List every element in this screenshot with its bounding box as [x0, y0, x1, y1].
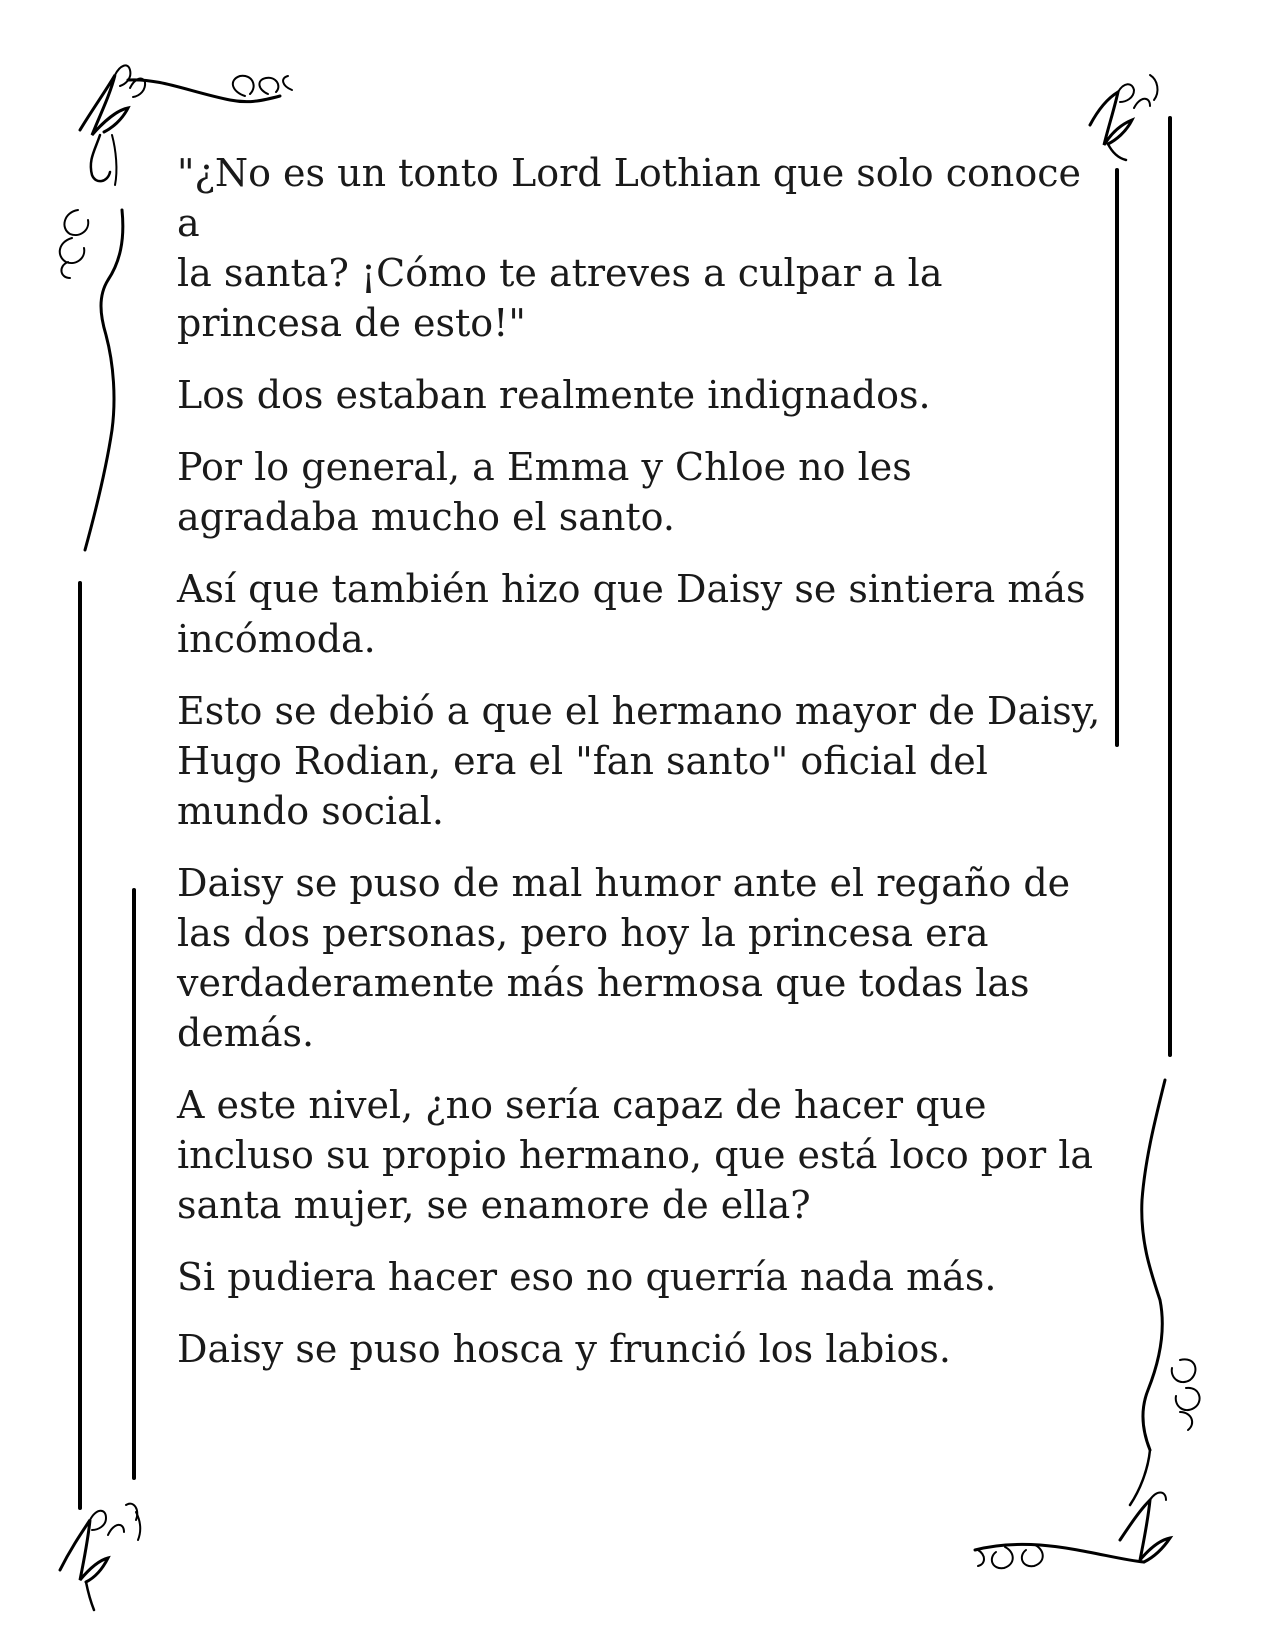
- paragraph: Daisy se puso de mal humor ante el regaño de las dos personas, pero hoy la princesa era verdaderamente más hermosa que todas las demás.: [177, 861, 1071, 1055]
- paragraph: "¿No es un tonto Lord Lothian que solo conoce a la santa? ¡Cómo te atreves a culpar a la princesa de esto!": [177, 151, 1082, 345]
- paragraph: Si pudiera hacer eso no querría nada más.: [177, 1255, 997, 1299]
- paragraph: Esto se debió a que el hermano mayor de Daisy, Hugo Rodian, era el "fan santo" oficial del mundo social.: [177, 689, 1101, 833]
- bottom-left-flourish-icon: [60, 1504, 140, 1610]
- paragraph: Por lo general, a Emma y Chloe no les agradaba mucho el santo.: [177, 445, 912, 539]
- paragraph: Así que también hizo que Daisy se sintiera más incómoda.: [177, 567, 1086, 661]
- body-text: [177, 148, 1107, 1396]
- paragraph: A este nivel, ¿no sería capaz de hacer que incluso su propio hermano, que está loco por la santa mujer, se enamore de ella?: [177, 1083, 1094, 1227]
- paragraph: Los dos estaban realmente indignados.: [177, 373, 931, 417]
- paragraph: Daisy se puso hosca y frunció los labios.: [177, 1327, 951, 1371]
